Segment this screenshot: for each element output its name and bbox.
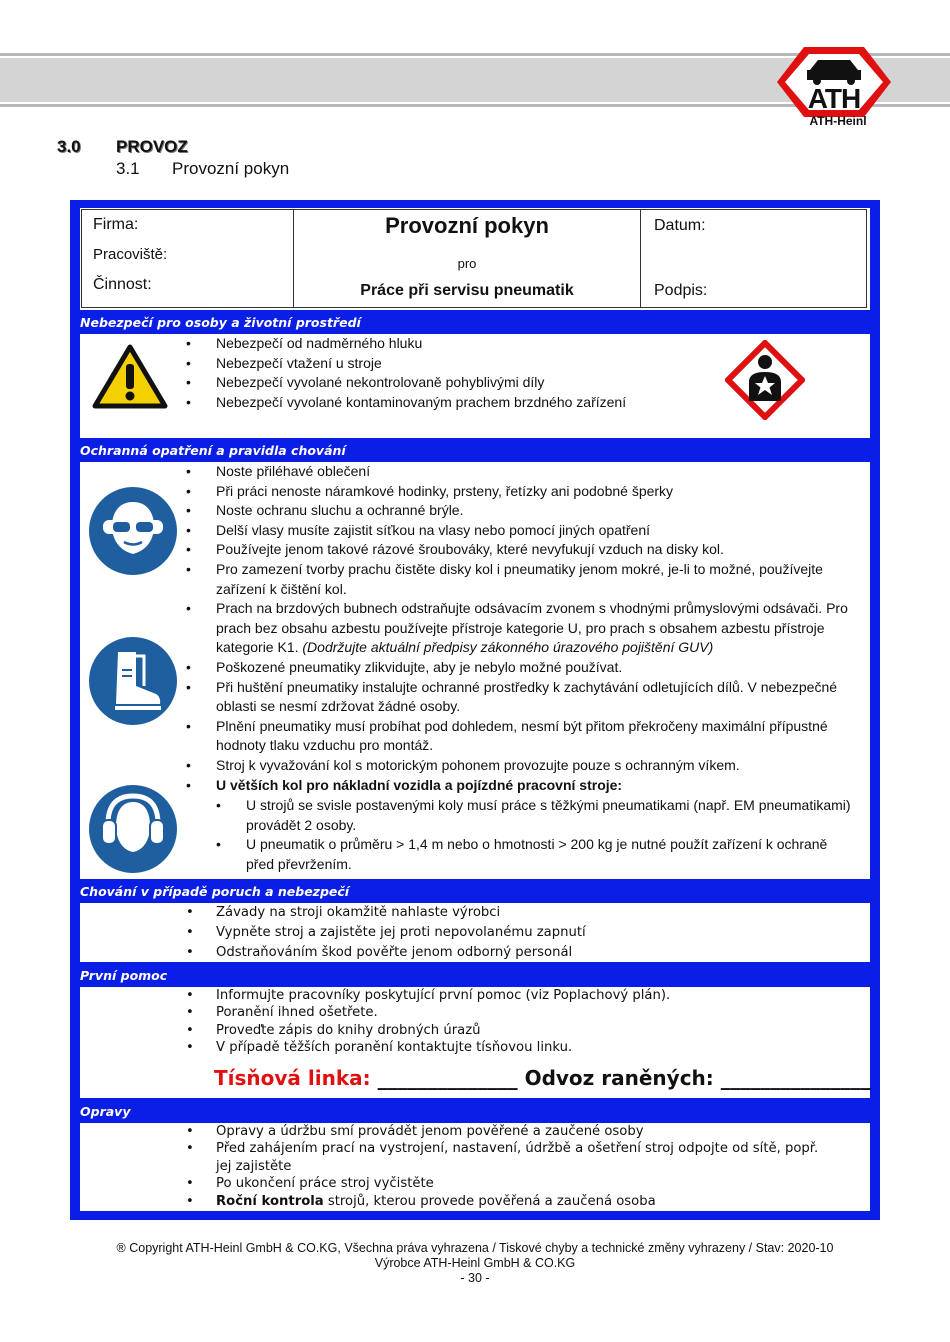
guv-note: (Dodržujte aktuální předpisy zákonného úrazového pojištění GUV) (302, 639, 714, 656)
footer-manufacturer: Výrobce ATH-Heinl GmbH & CO.KG (374, 1256, 576, 1270)
ear-protection-icon (88, 784, 178, 874)
hazards-list (186, 334, 706, 412)
section-number: 3.0 (57, 137, 81, 156)
list-item: • Plnění pneumatiky musí probíhat pod dohledem, nesmí být přitom překročeny maximální přípustné hodnoty tlaku vzduchu pro montáž. (186, 717, 856, 756)
list-item: • Proveďte zápis do knihy drobných úrazů (186, 1022, 856, 1039)
brand-name: ATH-Heinl (809, 114, 867, 128)
list-item: • Opravy a údržbu smí provádět jenom pověřené a zaučené osoby (186, 1123, 826, 1140)
transport-blank: _______________ (720, 1066, 871, 1090)
list-item: • Delší vlasy musíte zajistit síťkou na vlasy nebo pomocí jiných opatření (186, 521, 856, 541)
list-item: • Používejte jenom takové rázové šroubováky, které nevyfukují vzduch na disky kol. (186, 540, 856, 560)
list-item: • Nebezpečí vtažení u stroje (186, 354, 706, 374)
list-item: • Při práci nenoste náramkové hodinky, prsteny, řetízky ani podobné šperky (186, 482, 856, 502)
section-title: PROVOZ (116, 137, 188, 156)
list-item: • Nebezpečí od nadměrného hluku (186, 334, 706, 354)
emergency-label: Tísňová linka: (214, 1066, 371, 1090)
hazards-heading: Nebezpečí pro osoby a životní prostředí (80, 315, 361, 330)
document-pro: pro (457, 256, 477, 271)
health-hazard-icon (725, 340, 805, 420)
list-item (186, 776, 856, 875)
subsection-number: 3.1 (116, 159, 140, 178)
repairs-heading: Opravy (80, 1104, 131, 1119)
malfunction-list (186, 903, 856, 963)
cinnost-label: Činnost: (93, 276, 152, 293)
podpis-label: Podpis: (654, 282, 708, 299)
list-item (186, 1193, 826, 1210)
list-item: • Po ukončení práce stroj vyčistěte (186, 1175, 826, 1192)
protective-list (186, 462, 856, 874)
form-left-cell (81, 209, 294, 308)
list-item: • Odstraňováním škod pověřte jenom odborný personál (186, 943, 856, 963)
list-item-text: Prach na brzdových bubnech odstraňujte odsávacím zvonem s vhodnými průmyslovými odsávači. Pro prach bez obsahu azbestu používejte přístroje kategorie U, pro prach s obsahem azbestu přístroje kategorie K1. (216, 600, 848, 656)
annual-check-label: Roční kontrola (216, 1193, 324, 1209)
list-item: • Poškozené pneumatiky zlikvidujte, aby je nebylo možné používat. (186, 658, 856, 678)
emergency-blank: ______________ (377, 1066, 518, 1090)
list-item: • Pro zamezení tvorby prachu čistěte disky kol i pneumatiky jenom mokré, je-li to možné, používejte zařízení k čištění kol. (186, 560, 856, 599)
sub-list-item: • U strojů se svisle postavenými koly musí práce s těžkými pneumatikami (např. EM pneumatikami) provádět 2 osoby. (216, 796, 856, 835)
list-item: • Stroj k vyvažování kol s motorickým pohonem provozujte pouze s ochranným víkem. (186, 756, 856, 776)
heavy-vehicles-heading: U větších kol pro nákladní vozidla a pojízdné pracovní stroje: (216, 776, 623, 793)
logo-text: ATH (807, 83, 861, 114)
repairs-list (186, 1123, 826, 1210)
subsection-title: Provozní pokyn (172, 159, 290, 178)
list-item: • Noste ochranu sluchu a ochranné brýle. (186, 501, 856, 521)
list-item: • Před zahájením prací na vystrojení, nastavení, údržbě a ošetření stroj odpojte od sítě, popř. jej zajistěte (186, 1140, 826, 1175)
pracoviste-label: Pracoviště: (93, 246, 168, 263)
malfunction-heading: Chování v případě poruch a nebezpečí (80, 884, 350, 899)
first-aid-list (186, 987, 856, 1057)
first-aid-heading: První pomoc (80, 968, 168, 983)
form-title-cell (293, 209, 641, 308)
list-item: • Informujte pracovníky poskytující první pomoc (viz Poplachový plán). (186, 987, 856, 1004)
annual-check-text: strojů, kterou provede pověřená a zaučená osoba (323, 1193, 656, 1209)
datum-label: Datum: (654, 217, 706, 234)
list-item: • Vypněte stroj a zajistěte jej proti nepovolanému zapnutí (186, 923, 856, 943)
document-title: Provozní pokyn (385, 213, 549, 238)
list-item: • Poranění ihned ošetřete. (186, 1004, 856, 1021)
sub-list-item: • U pneumatik o průměru > 1,4 m nebo o hmotnosti > 200 kg je nutné použít zařízení k ochraně před převržením. (216, 835, 856, 874)
footer-copyright: ® Copyright ATH-Heinl GmbH & CO.KG, Všechna práva vyhrazena / Tiskové chyby a technické změny vyhrazeny / Stav: 2020-10 (116, 1241, 834, 1255)
form-right-cell (640, 209, 867, 308)
list-item: • V případě těžších poranění kontaktujte tísňovou linku. (186, 1039, 856, 1056)
emergency-line (214, 1066, 871, 1090)
list-item: • Závady na stroji okamžitě nahlaste výrobci (186, 903, 856, 923)
list-item: • Noste přiléhavé oblečení (186, 462, 856, 482)
eye-protection-icon (88, 486, 178, 576)
warning-triangle-icon (92, 344, 168, 410)
protective-heading: Ochranná opatření a pravidla chování (80, 443, 346, 458)
page-number: - 30 - (460, 1271, 490, 1285)
list-item (186, 599, 856, 658)
safety-boots-icon (88, 636, 178, 726)
list-item: • Nebezpečí vyvolané nekontrolovaně pohyblivými díly (186, 373, 706, 393)
firma-label: Firma: (93, 216, 139, 233)
heavy-vehicles-sublist (216, 796, 856, 874)
list-item: • Při huštění pneumatiky instalujte ochranné prostředky k zachytávání odletujících dílů. V nebezpečné oblasti se nesmí zdržovat žádné osoby. (186, 678, 856, 717)
list-item: • Nebezpečí vyvolané kontaminovaným prachem brzdného zařízení (186, 393, 706, 413)
document-subtitle: Práce při servisu pneumatik (360, 282, 574, 299)
transport-label: Odvoz raněných: (524, 1066, 714, 1090)
